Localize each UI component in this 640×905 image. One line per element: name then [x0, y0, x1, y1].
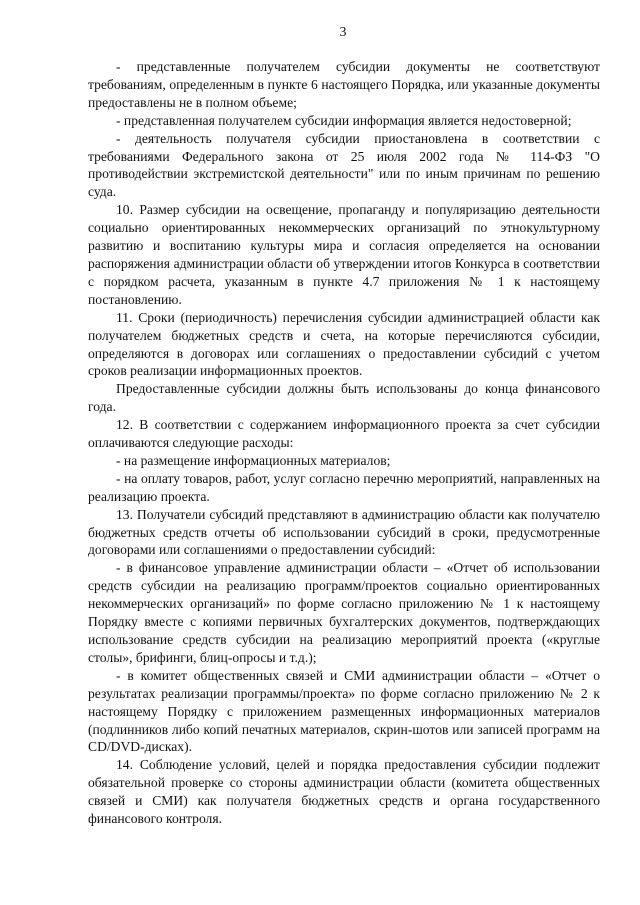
paragraph: Предоставленные субсидии должны быть использованы до конца финансового года.: [88, 381, 600, 415]
paragraph: - в финансовое управление администрации области – «Отчет об использовании средств субсидии на реализацию программ/проектов социально ориентированных некоммерческих организаций» по форме согласно приложению № 1 к настоящему Порядку вместе с копиями первичных бухгалтерских документов, подтверждающих использование средств субсидии на реализацию мероприятий проекта («круглые столы», брифинги, блиц-опросы и т.д.);: [88, 560, 600, 665]
paragraph: - представленная получателем субсидии информация является недостоверной;: [116, 112, 572, 128]
paragraph: - на оплату товаров, работ, услуг согласно перечню мероприятий, направленных на реализацию проекта.: [88, 470, 600, 504]
paragraph: - на размещение информационных материалов;: [116, 452, 391, 468]
paragraph: 12. В соответствии с содержанием информационного проекта за счет субсидии оплачиваются следующие расходы:: [88, 417, 600, 451]
paragraph: 10. Размер субсидии на освещение, пропаганду и популяризацию деятельности социально ориентированных некоммерческих организаций по этнокультурному развитию и воспитанию культуры мира и согласия определяется на основании распоряжения администрации области об утверждении итогов Конкурса в соответствии с порядком расчета, указанным в пункте 4.7 приложения № 1 к настоящему постановлению.: [88, 202, 600, 307]
paragraph: 14. Соблюдение условий, целей и порядка предоставления субсидии подлежит обязательной проверке со стороны администрации области (комитета общественных связей и СМИ) как получателя бюджетных средств и органа государственного финансового контроля.: [88, 757, 600, 827]
paragraph: - в комитет общественных связей и СМИ администрации области – «Отчет о результатах реализации программы/проекта» по форме согласно приложению № 2 к настоящему Порядку с приложением размещенных информационных материалов (подлинников либо копий печатных материалов, скрин-шотов или записей программ на CD/DVD-дисках).: [88, 667, 600, 755]
paragraph: 11. Сроки (периодичность) перечисления субсидии администрацией области как получателем бюджетных средств и счета, на которые перечисляются субсидии, определяются в договорах или соглашениях о предоставлении субсидий с учетом сроков реализации информационных проектов.: [88, 309, 600, 379]
document-body: [88, 58, 600, 828]
paragraph: 13. Получатели субсидий представляют в администрацию области как получателю бюджетных средств отчеты об использовании субсидий в сроки, предусмотренные договорами или соглашениями о предоставлении субсидий:: [88, 506, 600, 558]
paragraph: - деятельность получателя субсидии приостановлена в соответствии с требованиями Федерального закона от 25 июля 2002 года № 114-ФЗ "О противодействии экстремистской деятельности" или по иным причинам по решению суда.: [88, 130, 600, 200]
paragraph: - представленные получателем субсидии документы не соответствуют требованиям, определенным в пункте 6 настоящего Порядка, или указанные документы предоставлены не в полном объеме;: [88, 59, 600, 110]
page-number: 3: [339, 25, 347, 40]
